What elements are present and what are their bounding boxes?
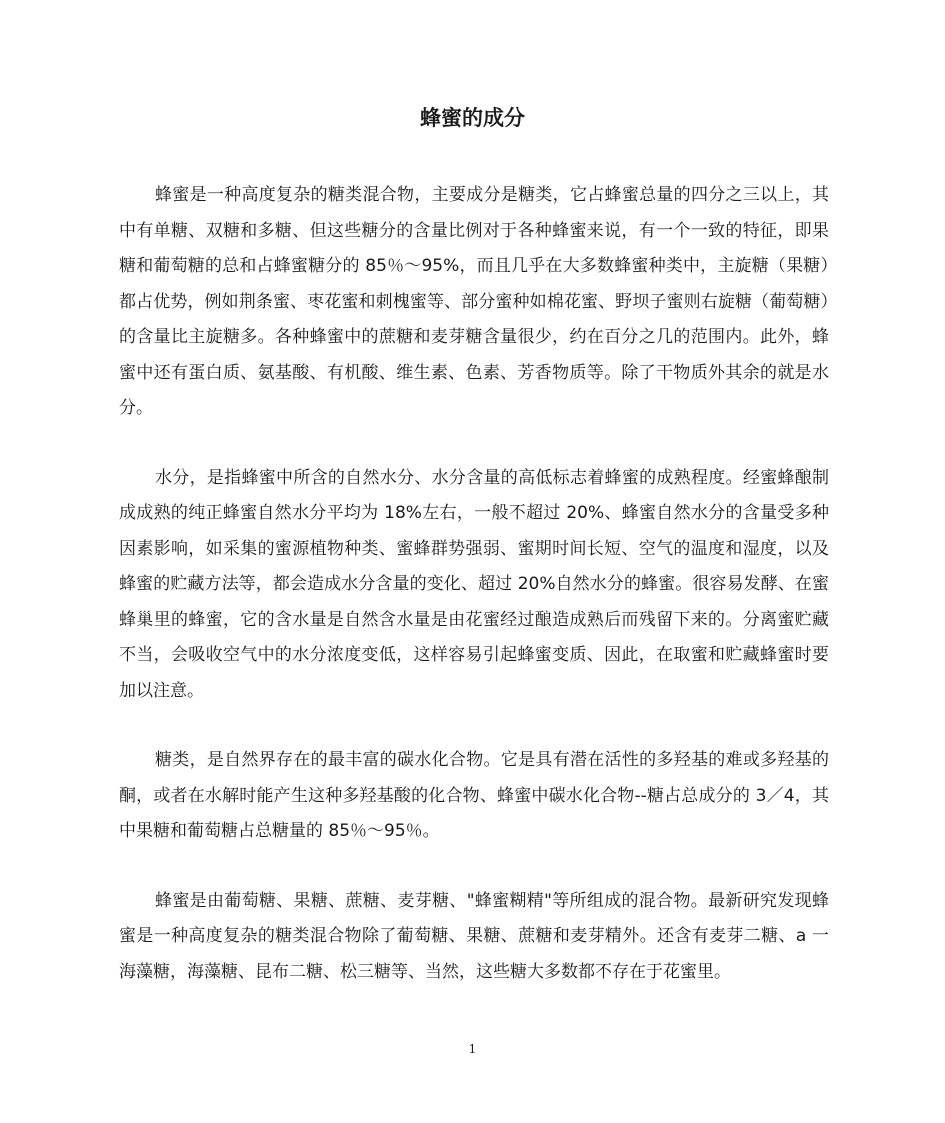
paragraph-sugar-mixture: 蜂蜜是由葡萄糖、果糖、蔗糖、麦芽糖、"蜂蜜糊精"等所组成的混合物。最新研究发现蜂蜜是一种高度复杂的糖类混合物除了葡萄糖、果糖、蔗糖和麦芽精外。还含有麦芽二糖、a 一海藻糖，海藻糖、昆布二糖、松三糖等、当然，这些糖大多数都不存在于花蜜里。 (119, 890, 829, 982)
paragraph-composition: 蜂蜜是一种高度复杂的糖类混合物，主要成分是糖类，它占蜂蜜总量的四分之三以上，其中有单糖、双糖和多糖、但这些糖分的含量比例对于各种蜂蜜来说，有一个一致的特征，即果糖和葡萄糖的总和占蜂蜜糖分的 85％～95%，而且几乎在大多数蜂蜜种类中，主旋糖（果糖）都占优势，例如荆条蜜、枣花蜜和刺槐蜜等、部分蜜种如棉花蜜、野坝子蜜则右旋糖（葡萄糖）的含量比主旋糖多。各种蜂蜜中的蔗糖和麦芽糖含量很少，约在百分之几的范围内。此外，蜂蜜中还有蛋白质、氨基酸、有机酸、维生素、色素、芳香物质等。除了干物质外其余的就是水分。 (119, 185, 829, 418)
paragraph-moisture: 水分，是指蜂蜜中所含的自然水分、水分含量的高低标志着蜂蜜的成熟程度。经蜜蜂酿制成成熟的纯正蜂蜜自然水分平均为 18%左右，一般不超过 20%、蜂蜜自然水分的含量受多种因素影响，如采集的蜜源植物种类、蜜蜂群势强弱、蜜期时间长短、空气的温度和湿度，以及蜂蜜的贮藏方法等，都会造成水分含量的变化、超过 20%自然水分的蜂蜜。很容易发酵、在蜜蜂巢里的蜂蜜，它的含水量是自然含水量是由花蜜经过酿造成熟后而残留下来的。分离蜜贮藏不当，会吸收空气中的水分浓度变低，这样容易引起蜂蜜变质、因此，在取蜜和贮藏蜂蜜时要加以注意。 (119, 467, 829, 701)
page-number: 1 (468, 1042, 477, 1056)
paragraph-sugars: 糖类，是自然界存在的最丰富的碳水化合物。它是具有潜在活性的多羟基的难或多羟基的酮，或者在水解时能产生这种多羟基酸的化合物、蜂蜜中碳水化合物--糖占总成分的 3／4，其中果糖和葡萄糖占总糖量的 85％～95％。 (119, 750, 829, 841)
document-title: 蜂蜜的成分 (420, 106, 525, 130)
document-body (119, 178, 829, 990)
